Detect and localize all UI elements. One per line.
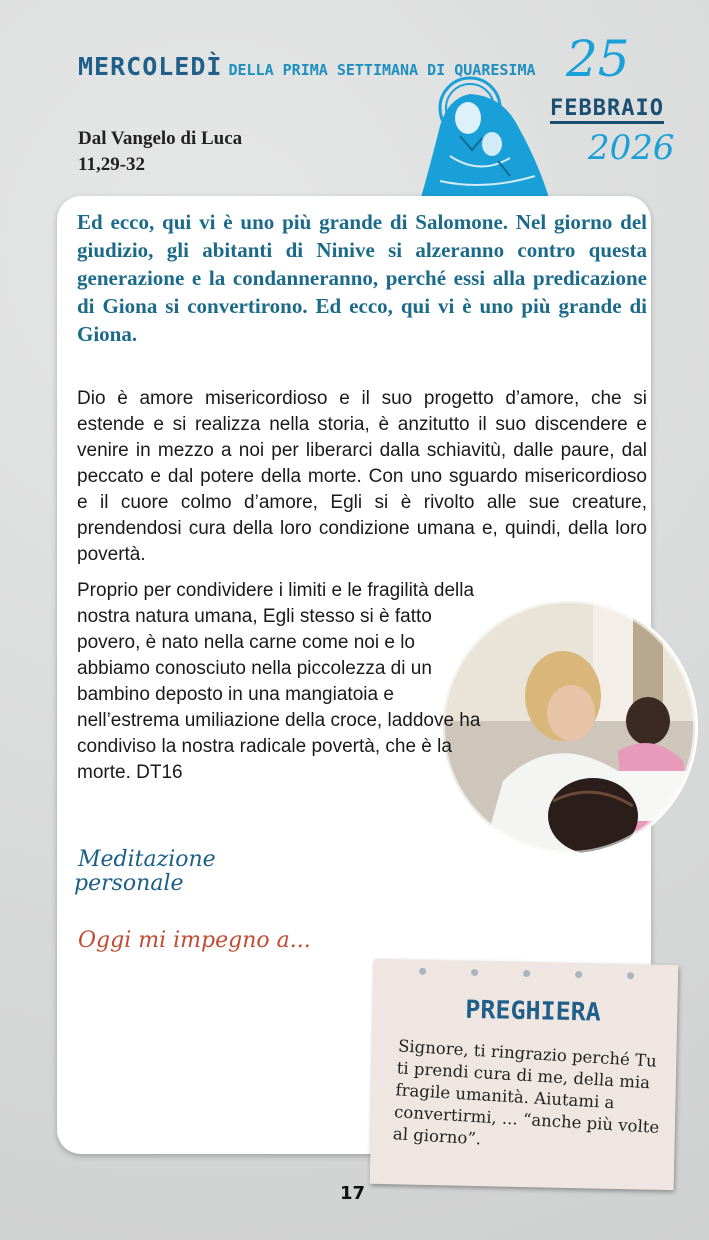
prayer-text: Signore, ti ringrazio perché Tu ti prendi cura di me, della mia fragile umanità. Aiutami a convertirmi, ... “anche più volte al giorno”. bbox=[392, 1036, 660, 1149]
reflection-paragraph-2: Proprio per condividere i limiti e le fragilità della nostra natura umana, Egli stesso si è fatto povero, è nato nella carne come noi e lo abbiamo conosciuto nella piccolezza di un bambino deposto in una mangiatoia e nell’estrema umiliazione della croce, laddove ha condiviso la nostra radicale povertà, che è la morte. DT16 bbox=[77, 580, 481, 783]
reflection-paragraph-1: Dio è amore misericordioso e il suo progetto d’amore, che si estende e si realizza nella storia, è anzitutto il suo discendere e venire in mezzo a noi per liberarci dalla schiavitù, dalle paure, dal peccato e dal potere della morte. Con uno sguardo misericordioso e il cuore colmo d’amore, Egli si è rivolto alle sue creature, prendendosi cura della loro condizione umana e, quindi, della loro povertà. bbox=[77, 388, 647, 565]
date-year: 2026 bbox=[588, 128, 675, 168]
meditation-line-2: personale bbox=[74, 871, 184, 896]
hole-icon bbox=[627, 972, 634, 979]
meditation-line-1: Meditazione bbox=[78, 847, 216, 872]
hole-icon bbox=[575, 971, 582, 978]
impegno-heading: Oggi mi impegno a... bbox=[78, 928, 311, 953]
gospel-source-book: Dal Vangelo di Luca bbox=[78, 128, 243, 149]
gospel-source-verses: 11,29-32 bbox=[78, 154, 146, 175]
header-subtitle: DELLA PRIMA SETTIMANA DI QUARESIMA bbox=[228, 61, 536, 79]
date-month: FEBBRAIO bbox=[550, 96, 664, 124]
hole-icon bbox=[471, 969, 478, 976]
header-day: MERCOLEDÌ bbox=[78, 52, 223, 81]
hole-icon bbox=[523, 970, 530, 977]
prayer-note bbox=[370, 959, 679, 1190]
gospel-quote: Ed ecco, qui vi è uno più grande di Salomone. Nel giorno del giudizio, gli abitanti di Ninive si alzeranno contro questa generazione e la condanneranno, perché essi alla predicazione di Giona si convertirono. Ed ecco, qui vi è uno più grande di Giona. bbox=[77, 210, 647, 346]
date-day: 25 bbox=[566, 30, 630, 88]
page-number: 17 bbox=[340, 1183, 366, 1204]
prayer-title: PREGHIERA bbox=[465, 994, 602, 1027]
meditation-heading bbox=[74, 847, 216, 896]
madonna-icon bbox=[410, 66, 560, 201]
hole-icon bbox=[419, 968, 426, 975]
gospel-source bbox=[78, 126, 242, 178]
note-binding-holes bbox=[374, 967, 678, 980]
